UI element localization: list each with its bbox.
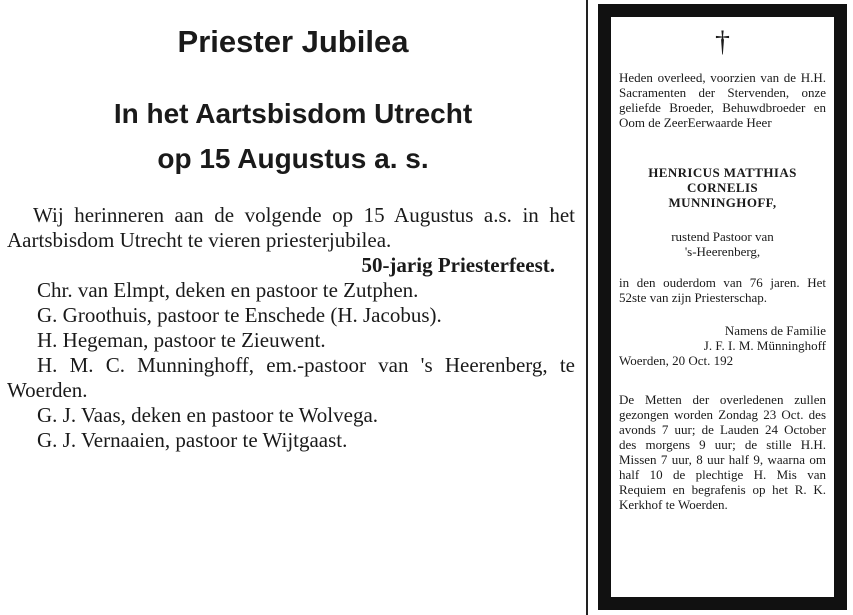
article-subtitle-line1: In het Aartsbisdom Utrecht <box>113 98 473 129</box>
cross-icon: † <box>715 25 730 58</box>
article-intro: Wij herinneren aan de volgende op 15 Augustus a.s. in het Aartsbisdom Utrecht te vieren priesterjubilea. <box>7 203 575 252</box>
notice-age: in den ouderdom van 76 jaren. Het 52ste van zijn Priesterschap. <box>619 275 826 305</box>
article-subtitle-line2: op 15 Augustus a. s. <box>157 143 429 174</box>
family-signature <box>619 323 826 368</box>
place-date: Woerden, 20 Oct. 192 <box>619 353 734 368</box>
deceased-role <box>619 229 826 259</box>
section-heading: 50-jarig Priesterfeest. <box>361 253 555 277</box>
death-notice-content <box>611 17 834 597</box>
jubilee-entry: G. J. Vernaaien, pastoor te Wijtgaast. <box>37 428 348 452</box>
role-line: 's-Heerenberg, <box>684 244 761 259</box>
jubilee-entry: H. M. C. Munninghoff, em.-pastoor van 's Heerenberg, te Woerden. <box>7 353 575 402</box>
deceased-name <box>619 165 826 210</box>
death-notice <box>598 4 847 610</box>
name-line: CORNELIS <box>686 180 759 195</box>
role-line: rustend Pastoor van <box>671 229 774 244</box>
name-line: MUNNINGHOFF, <box>668 195 777 210</box>
notice-service: De Metten der overledenen zullen gezongen worden Zondag 23 Oct. des avonds 7 uur; de Lauden 24 October des morgens 9 uur; de stille H.H. Missen 7 uur, 8 uur half 9, waarna om half 10 de plechtige H. Mis van Requiem en begrafenis op het R. K. Kerkhof te Woerden. <box>619 392 826 512</box>
article-body <box>7 203 575 453</box>
name-line: HENRICUS MATTHIAS <box>648 165 797 180</box>
signature-line: J. F. I. M. Münninghoff <box>703 338 826 353</box>
notice-intro-block <box>619 70 826 130</box>
jubilee-entry: H. Hegeman, pastoor te Zieuwent. <box>37 328 326 352</box>
jubilee-entry: Chr. van Elmpt, deken en pastoor te Zutphen. <box>37 278 419 302</box>
jubilee-entry: G. J. Vaas, deken en pastoor te Wolvega. <box>37 403 379 427</box>
signature-line: Namens de Familie <box>724 323 826 338</box>
jubilee-entry: G. Groothuis, pastoor te Enschede (H. Jacobus). <box>37 303 442 327</box>
age-block <box>619 275 826 305</box>
article-title: Priester Jubilea <box>177 24 409 59</box>
notice-intro: Heden overleed, voorzien van de H.H. Sacramenten der Stervenden, onze geliefde Broeder, Behuwdbroeder en Oom de ZeerEerwaarde Heer <box>619 70 826 130</box>
service-block <box>619 392 826 512</box>
